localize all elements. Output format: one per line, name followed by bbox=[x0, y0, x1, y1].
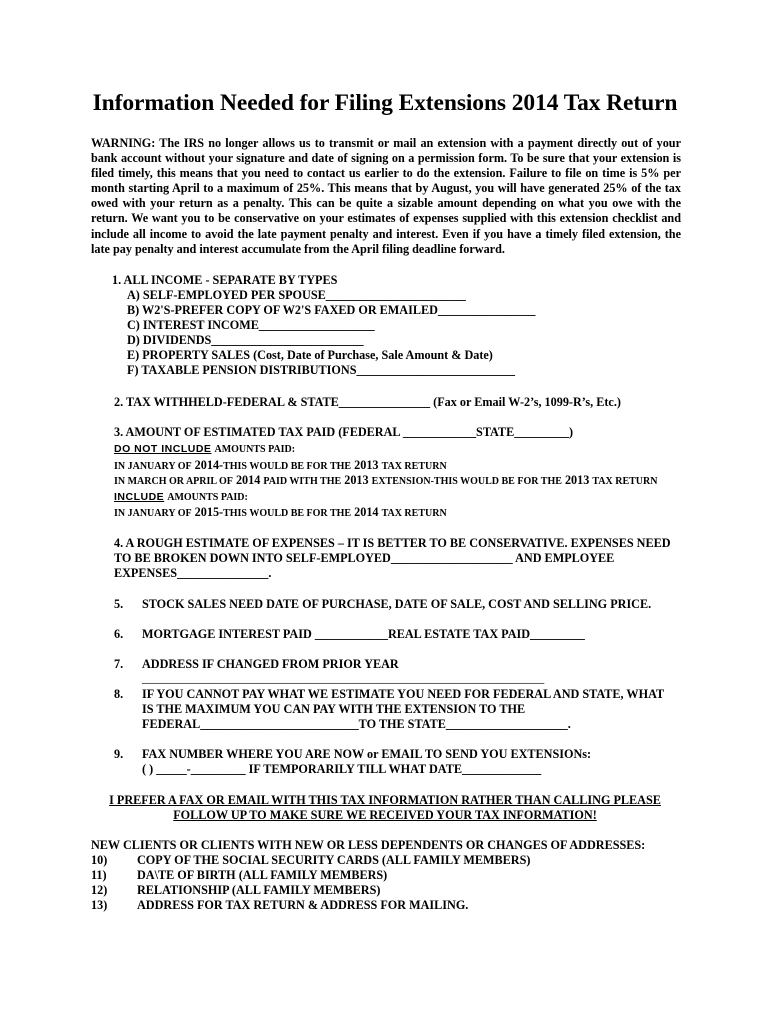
text-fragment: 2013 bbox=[344, 473, 369, 487]
item-3-do-not-include bbox=[114, 441, 295, 457]
item-4-line-1: 4. A ROUGH ESTIMATE OF EXPENSES – IT IS BETTER TO BE CONSERVATIVE. EXPENSES NEED bbox=[114, 536, 671, 550]
item-11-number: 11) bbox=[91, 868, 107, 882]
item-4-line-3: EXPENSES_______________. bbox=[114, 566, 272, 580]
item-6-text: MORTGAGE INTEREST PAID ____________REAL ESTATE TAX PAID_________ bbox=[142, 627, 585, 641]
item-13-number: 13) bbox=[91, 898, 108, 912]
item-4-line-2: TO BE BROKEN DOWN INTO SELF-EMPLOYED____________________ AND EMPLOYEE bbox=[114, 551, 615, 565]
amounts-paid-label: AMOUNTS PAID: bbox=[214, 444, 296, 455]
text-fragment: 2013 bbox=[564, 473, 590, 487]
item-10-number: 10) bbox=[91, 853, 108, 867]
item-1-heading: 1. ALL INCOME - SEPARATE BY TYPES bbox=[112, 273, 338, 287]
include-label: INCLUDE bbox=[114, 491, 165, 503]
text-fragment: TAX RETURN bbox=[592, 476, 658, 487]
item-7-text: ADDRESS IF CHANGED FROM PRIOR YEAR bbox=[142, 657, 399, 671]
item-8-line-3: FEDERAL__________________________TO THE STATE____________________. bbox=[142, 717, 571, 731]
text-fragment: EXTENSION-THIS WOULD BE FOR THE bbox=[371, 476, 562, 487]
item-1a: A) SELF-EMPLOYED PER SPOUSE_______________________ bbox=[127, 288, 466, 302]
item-3-line-january-2015 bbox=[114, 505, 447, 521]
text-fragment: 2013 bbox=[354, 458, 379, 472]
item-1b: B) W2'S-PREFER COPY OF W2'S FAXED OR EMAILED________________ bbox=[127, 303, 536, 317]
page-title: Information Needed for Filing Extensions 2014 Tax Return bbox=[92, 90, 678, 116]
item-1e: E) PROPERTY SALES (Cost, Date of Purchase, Sale Amount & Date) bbox=[127, 348, 493, 362]
item-12-text: RELATIONSHIP (ALL FAMILY MEMBERS) bbox=[137, 883, 381, 897]
text-fragment: PAID WITH THE bbox=[263, 476, 342, 487]
text-fragment: 2014 bbox=[235, 473, 261, 487]
item-3-include bbox=[114, 489, 248, 505]
warning-paragraph: WARNING: The IRS no longer allows us to transmit or mail an extension with a payment directly out of your bank account without your signature and date of signing on a permission form. To be sure that your extension is filed timely, this means that you need to contact us earlier to do the extension. Failure to file on time is 5% per month starting April to a maximum of 25%. This means that by August, you will have generated 25% of the tax owed with your return as a penalty. This can be quite a sizable amount depending on what you owe with the return. We want you to be conservative on your estimates of expenses supplied with this extension checklist and include all income to avoid the late payment penalty and interest. Even if you have a timely filed extension, the late pay penalty and interest accumulate from the April filing deadline forward. bbox=[91, 136, 681, 256]
item-12-number: 12) bbox=[91, 883, 108, 897]
item-3-line-march bbox=[114, 473, 657, 489]
item-11-text: DA\TE OF BIRTH (ALL FAMILY MEMBERS) bbox=[137, 868, 388, 882]
notice-line-2: FOLLOW UP TO MAKE SURE WE RECEIVED YOUR TAX INFORMATION! bbox=[173, 808, 597, 822]
item-8-line-2: IS THE MAXIMUM YOU CAN PAY WITH THE EXTENSION TO THE bbox=[142, 702, 526, 716]
do-not-include-label: DO NOT INCLUDE bbox=[114, 443, 212, 455]
item-8-line-1: IF YOU CANNOT PAY WHAT WE ESTIMATE YOU NEED FOR FEDERAL AND STATE, WHAT bbox=[142, 687, 665, 701]
text-fragment: IN MARCH OR APRIL OF bbox=[114, 476, 233, 487]
item-8-number: 8. bbox=[114, 687, 124, 701]
include-amounts-label: AMOUNTS PAID: bbox=[167, 492, 248, 503]
text-fragment: TAX RETURN bbox=[381, 508, 447, 519]
item-2: 2. TAX WITHHELD-FEDERAL & STATE_______________ (Fax or Email W-2’s, 1099-R’s, Etc.) bbox=[114, 395, 621, 409]
item-1c: C) INTEREST INCOME___________________ bbox=[127, 318, 375, 332]
text-fragment: TAX RETURN bbox=[381, 461, 447, 472]
new-clients-heading: NEW CLIENTS OR CLIENTS WITH NEW OR LESS DEPENDENTS OR CHANGES OF ADDRESSES: bbox=[91, 838, 646, 852]
item-7-address-blank: __________________________________________________________________ bbox=[142, 671, 545, 685]
item-7-number: 7. bbox=[114, 657, 124, 671]
item-13-text: ADDRESS FOR TAX RETURN & ADDRESS FOR MAILING. bbox=[137, 898, 469, 912]
item-9-line-2: ( ) _____-_________ IF TEMPORARILY TILL WHAT DATE_____________ bbox=[142, 762, 542, 776]
item-3-heading: 3. AMOUNT OF ESTIMATED TAX PAID (FEDERAL ____________STATE_________) bbox=[114, 425, 574, 439]
text-fragment: THIS WOULD BE FOR THE bbox=[223, 461, 352, 472]
item-1d: D) DIVIDENDS_________________________ bbox=[127, 333, 364, 347]
item-5-text: STOCK SALES NEED DATE OF PURCHASE, DATE OF SALE, COST AND SELLING PRICE. bbox=[142, 597, 652, 611]
text-fragment: 2015- bbox=[194, 505, 224, 519]
item-5-number: 5. bbox=[114, 597, 124, 611]
item-3-line-january bbox=[114, 458, 447, 474]
item-9-number: 9. bbox=[114, 747, 124, 761]
item-1f: F) TAXABLE PENSION DISTRIBUTIONS__________________________ bbox=[127, 363, 515, 377]
text-fragment: IN JANUARY OF bbox=[114, 508, 192, 519]
item-9-line-1: FAX NUMBER WHERE YOU ARE NOW or EMAIL TO SEND YOU EXTENSIONs: bbox=[142, 747, 592, 761]
text-fragment: IN JANUARY OF bbox=[114, 461, 192, 472]
item-6-number: 6. bbox=[114, 627, 124, 641]
text-fragment: 2014- bbox=[194, 458, 224, 472]
item-10-text: COPY OF THE SOCIAL SECURITY CARDS (ALL FAMILY MEMBERS) bbox=[137, 853, 531, 867]
text-fragment: THIS WOULD BE FOR THE bbox=[223, 508, 352, 519]
text-fragment: 2014 bbox=[354, 505, 379, 519]
notice-line-1: I PREFER A FAX OR EMAIL WITH THIS TAX INFORMATION RATHER THAN CALLING PLEASE bbox=[109, 793, 661, 807]
